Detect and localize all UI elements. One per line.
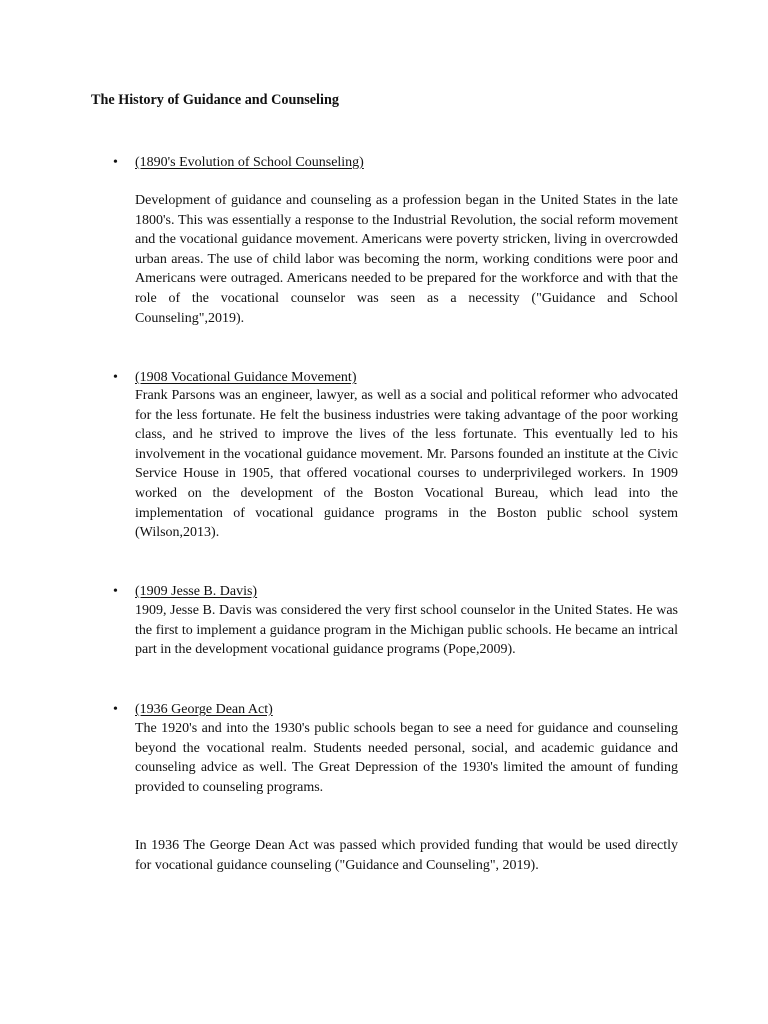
section-paragraph: In 1936 The George Dean Act was passed which provided funding that would be used directly for vocational guidance counseling ("Guidance and Counseling", 2019). xyxy=(135,838,678,873)
section-heading: (1909 Jesse B. Davis) xyxy=(135,584,258,599)
section-paragraph: 1909, Jesse B. Davis was considered the very first school counselor in the United States. He was the first to implement a guidance program in the Michigan public schools. He became an intrical part in the development vocational guidance programs (Pope,2009). xyxy=(135,603,678,658)
bullet-icon: • xyxy=(113,155,118,170)
section-paragraph: The 1920's and into the 1930's public schools began to see a need for guidance and counseling beyond the vocational realm. Students needed personal, social, and academic guidance and counseling advice as well. The Great Depression of the 1930's limited the amount of funding provided to counseling programs. xyxy=(135,721,678,795)
bullet-icon: • xyxy=(113,702,118,717)
section-heading: (1890's Evolution of School Counseling) xyxy=(135,155,364,170)
bullet-icon: • xyxy=(113,370,118,385)
section-paragraph: Development of guidance and counseling as a profession began in the United States in the late 1800's. This was essentially a response to the Industrial Revolution, the social reform movement and the vocational guidance movement. Americans were poverty stricken, living in overcrowded urban areas. The use of child labor was becoming the norm, working conditions were poor and Americans were outraged. Americans needed to be prepared for the workforce and with that the role of the vocational counselor was seen as a necessity ("Guidance and School Counseling",2019). xyxy=(135,193,678,326)
section-heading: (1936 George Dean Act) xyxy=(135,702,273,717)
bullet-icon: • xyxy=(113,584,118,599)
section-heading: (1908 Vocational Guidance Movement) xyxy=(135,370,357,385)
section-paragraph: Frank Parsons was an engineer, lawyer, as well as a social and political reformer who advocated for the less fortunate. He felt the business industries were taking advantage of the poor working class, and he strived to improve the lives of the less fortunate. This eventually led to his involvement in the vocational guidance movement. Mr. Parsons founded an institute at the Civic Service House in 1905, that offered vocational courses to underprivileged workers. In 1909 worked on the development of the Boston Vocational Bureau, which lead into the implementation of vocational guidance programs in the Boston public school system (Wilson,2013). xyxy=(135,388,678,541)
page-title: The History of Guidance and Counseling xyxy=(91,92,339,108)
